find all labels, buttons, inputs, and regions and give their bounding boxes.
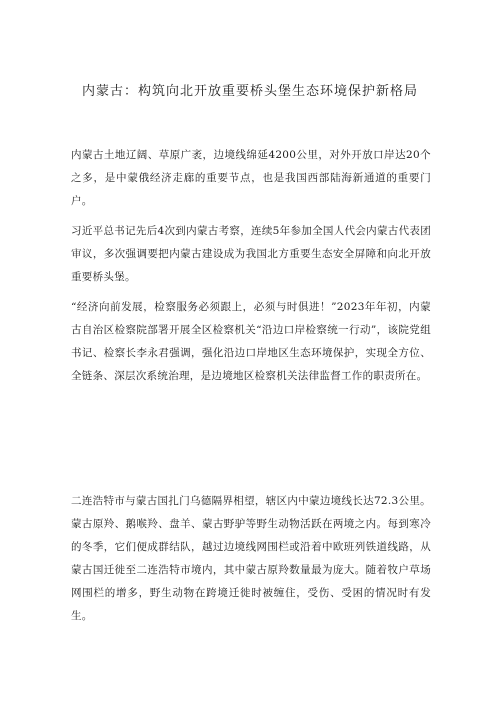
page-title: 内蒙古：构筑向北开放重要桥头堡生态环境保护新格局	[81, 84, 418, 99]
paragraph-4: 二连浩特市与蒙古国扎门乌德隔界相望，辖区内中蒙边境线长达72.3公里。蒙古原羚、鹅喉羚、盘羊、蒙古野驴等野生动物活跃在两境之内。每到寒冷的冬季，它们便成群结队，越过边境线网围栏或沿着中欧班列铁道线路，从蒙古国迁徙至二连浩特市境内，其中蒙古原羚数量最为庞大。随着牧户草场网围栏的增多，野生动物在跨境迁徙时被缠住，受伤、受困的情况时有发生。	[71, 495, 431, 622]
paragraph-1: 内蒙古土地辽阔、草原广袤，边境线绵延4200公里，对外开放口岸达20个之多，是中蒙俄经济走廊的重要节点，也是我国西部陆海新通道的重要门户。	[71, 149, 431, 207]
paragraph-2: 习近平总书记先后4次到内蒙古考察，连续5年参加全国人代会内蒙古代表团审议，多次强调要把内蒙古建设成为我国北方重要生态安全屏障和向北开放重要桥头堡。	[71, 225, 431, 283]
paragraph-3: “经济向前发展，检察服务必须跟上，必须与时俱进！”2023年年初，内蒙古自治区检察院部署开展全区检察机关“沿边口岸检察统一行动”，该院党组书记、检察长李永君强调，强化沿边口岸地区生态环境保护，实现全方位、全链条、深层次系统治理，是边境地区检察机关法律监督工作的职责所在。	[71, 301, 431, 382]
